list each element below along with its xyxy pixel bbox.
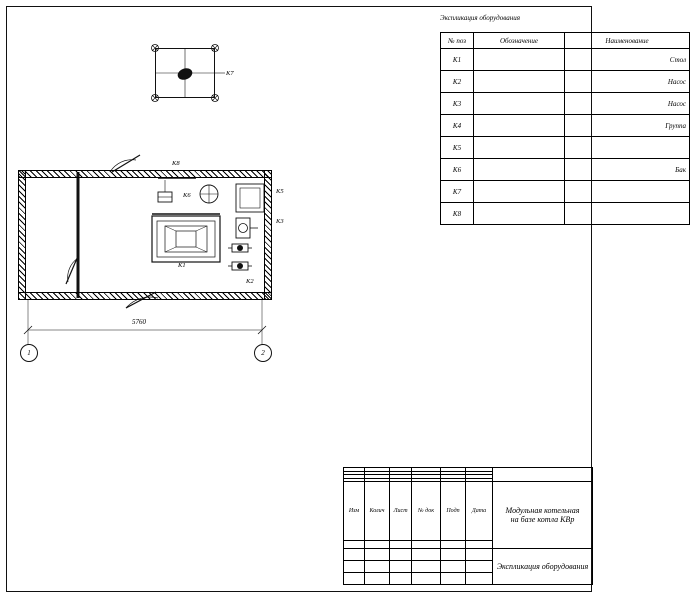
cell-designation bbox=[474, 137, 565, 159]
tb-col-podp: Подп bbox=[441, 482, 466, 541]
tb-blank-area bbox=[493, 468, 593, 482]
cell-pos: К6 bbox=[441, 159, 474, 181]
tb-cell bbox=[412, 541, 441, 549]
tb-col-kolich: Колич bbox=[365, 482, 390, 541]
tb-cell bbox=[466, 561, 493, 573]
cell-designation bbox=[474, 159, 565, 181]
tb-cell bbox=[390, 541, 412, 549]
tb-cell bbox=[344, 561, 365, 573]
tb-cell bbox=[466, 541, 493, 549]
cell-name bbox=[565, 181, 690, 203]
tb-col-ndok: № док bbox=[412, 482, 441, 541]
tag-k3: К3 bbox=[276, 218, 284, 225]
tb-cell bbox=[365, 561, 390, 573]
title-block-table bbox=[343, 467, 593, 585]
tag-k7: К7 bbox=[226, 70, 234, 77]
tb-cell bbox=[441, 549, 466, 561]
tb-title-line2: на базе котла КВр bbox=[510, 515, 575, 525]
axis-mark-2: 2 bbox=[254, 344, 272, 362]
wall-top bbox=[18, 170, 272, 178]
axis-mark-1: 1 bbox=[20, 344, 38, 362]
tb-col-list: Лист bbox=[390, 482, 412, 541]
cell-name: Насос bbox=[565, 71, 690, 93]
cell-pos: К7 bbox=[441, 181, 474, 203]
title-block bbox=[343, 467, 593, 585]
table-row bbox=[441, 159, 690, 181]
tb-cell bbox=[412, 561, 441, 573]
cell-designation bbox=[474, 203, 565, 225]
cell-designation bbox=[474, 93, 565, 115]
table-header-row bbox=[441, 33, 690, 49]
spec-title: Экспликация оборудования bbox=[440, 14, 520, 22]
tb-col-data: Дата bbox=[466, 482, 493, 541]
wall-right bbox=[264, 170, 272, 300]
tb-col-izm: Изм bbox=[344, 482, 365, 541]
tb-cell bbox=[344, 541, 365, 549]
equipment-table bbox=[440, 32, 690, 225]
tb-cell bbox=[466, 573, 493, 585]
table-row bbox=[441, 71, 690, 93]
tb-row bbox=[344, 549, 593, 561]
cell-pos: К3 bbox=[441, 93, 474, 115]
tb-cell bbox=[441, 541, 466, 549]
tb-cell bbox=[441, 573, 466, 585]
tb-cell bbox=[365, 541, 390, 549]
wall-left bbox=[18, 170, 26, 300]
cell-name: Насос bbox=[565, 93, 690, 115]
tb-cell bbox=[466, 549, 493, 561]
tb-cell bbox=[412, 549, 441, 561]
overall-dimension: 5760 bbox=[132, 318, 146, 326]
tb-cell bbox=[412, 573, 441, 585]
tag-k2: К2 bbox=[246, 278, 254, 285]
table-row bbox=[441, 203, 690, 225]
table-row bbox=[441, 49, 690, 71]
tag-k6: К6 bbox=[183, 192, 191, 199]
tb-cell bbox=[390, 573, 412, 585]
tb-title-line1: Модульная котельная bbox=[505, 506, 580, 516]
tag-k5: К5 bbox=[276, 188, 284, 195]
tb-cell bbox=[365, 549, 390, 561]
header-pos: № поз bbox=[441, 33, 474, 49]
cell-pos: К4 bbox=[441, 115, 474, 137]
plan-vectors bbox=[0, 0, 440, 380]
tag-k1: К1 bbox=[178, 262, 186, 269]
wall-bottom bbox=[18, 292, 272, 300]
table-row bbox=[441, 181, 690, 203]
header-designation: Обозначение bbox=[474, 33, 565, 49]
cell-pos: К2 bbox=[441, 71, 474, 93]
tb-sheet-title: Экспликация оборудования bbox=[493, 549, 593, 585]
cell-name bbox=[565, 137, 690, 159]
cell-name bbox=[565, 203, 690, 225]
tb-cell bbox=[344, 549, 365, 561]
tb-cell bbox=[390, 549, 412, 561]
tb-cell bbox=[344, 573, 365, 585]
tb-project-title bbox=[493, 482, 593, 549]
cell-designation bbox=[474, 71, 565, 93]
cell-name: Группа bbox=[565, 115, 690, 137]
table-row bbox=[441, 115, 690, 137]
tag-k8: К8 bbox=[172, 160, 180, 167]
table-row bbox=[441, 93, 690, 115]
cell-name: Бак bbox=[565, 159, 690, 181]
cell-designation bbox=[474, 181, 565, 203]
tb-header-row bbox=[344, 482, 593, 541]
table-row bbox=[441, 137, 690, 159]
header-name: Наименование bbox=[565, 33, 690, 49]
cell-pos: К5 bbox=[441, 137, 474, 159]
tb-cell bbox=[365, 573, 390, 585]
cell-designation bbox=[474, 49, 565, 71]
tb-cell bbox=[441, 561, 466, 573]
floor-plan bbox=[0, 0, 440, 380]
cell-pos: К8 bbox=[441, 203, 474, 225]
cell-pos: К1 bbox=[441, 49, 474, 71]
cell-designation bbox=[474, 115, 565, 137]
cell-name: Стол bbox=[565, 49, 690, 71]
tb-cell bbox=[390, 561, 412, 573]
